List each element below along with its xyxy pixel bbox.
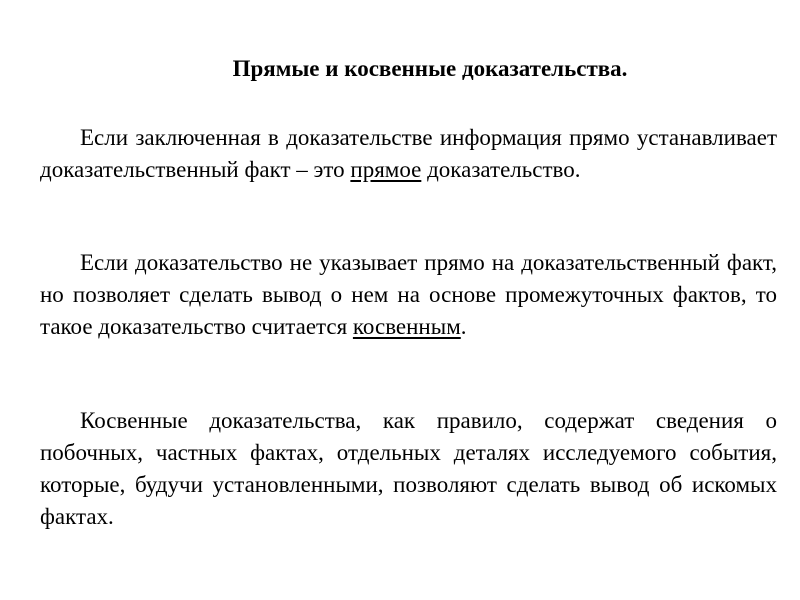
slide-title: Прямые и косвенные доказательства. <box>232 56 628 81</box>
paragraph-text: Если доказательство не указывает прямо на доказательственный факт, но позволяет сделать вывод о нем на основе промежуточных фактов, то такое доказательство считается <box>40 250 777 339</box>
term-indirect: косвенным <box>352 314 461 339</box>
paragraph-direct-evidence <box>40 122 777 186</box>
paragraph-indirect-details <box>40 405 777 533</box>
paragraph-text: Косвенные доказательства, как правило, содержат сведения о побочных, частных фактах, отдельных деталях исследуемого события, которые, будучи установленными, позволяют сделать вывод об искомых фактах. <box>40 408 777 529</box>
paragraph-text: доказательство. <box>421 157 581 182</box>
paragraph-indirect-evidence <box>40 247 777 343</box>
paragraph-text: . <box>460 314 467 339</box>
term-direct: прямое <box>350 157 422 182</box>
paragraph-text: Если заключенная в доказательстве информация прямо устанавливает доказательственный факт – это <box>40 125 777 182</box>
